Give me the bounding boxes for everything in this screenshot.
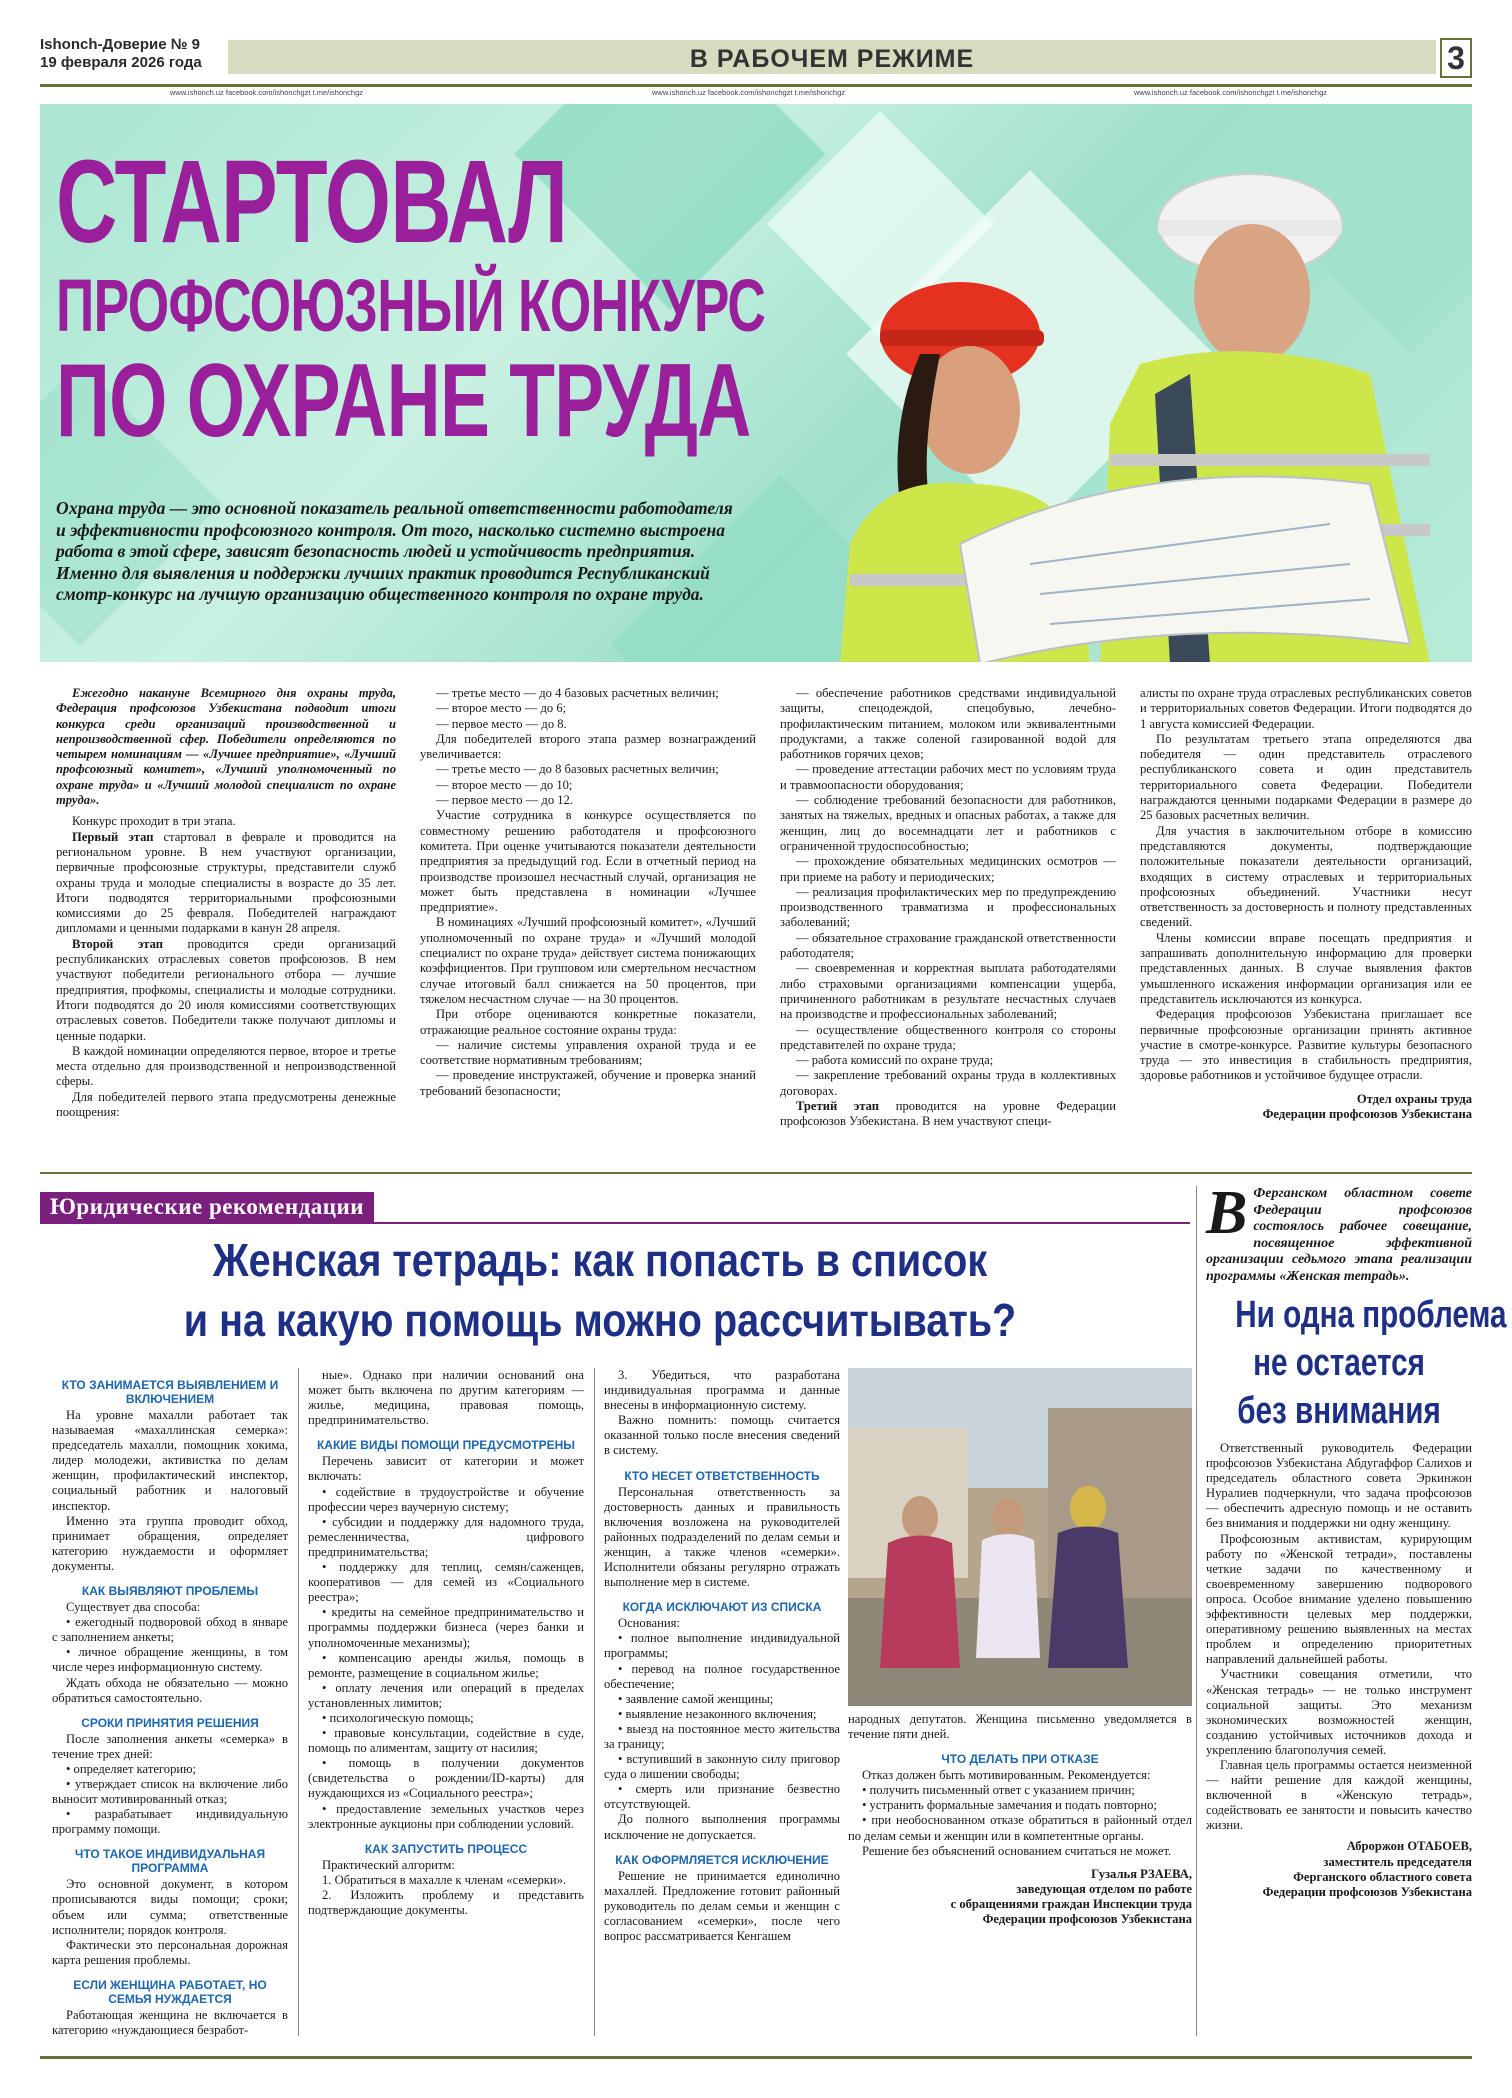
article2-para: • психологическую помощь; <box>322 1710 474 1725</box>
article2-para: Работающая женщина не включается в категорию «нуждающиеся безработ- <box>52 2007 288 2037</box>
article2-para: народных депутатов. Женщина письменно уведомляется в течение пяти дней. <box>848 1712 1192 1742</box>
hero-title-line-2: ПРОФСОЮЗНЫЙ КОНКУРС <box>56 264 766 347</box>
article2-para: • получить письменный ответ с указанием причин; <box>862 1783 1135 1798</box>
signature-line: Ферганского областного совета <box>1293 1869 1472 1884</box>
url-line-right: www.ishonch.uz facebook.com/ishonchgzt t.me/ishonchgz <box>1134 88 1328 97</box>
column-rule <box>594 1368 595 2036</box>
article1-para: Федерация профсоюзов Узбекистана приглашает все первичные профсоюзные организации принять активное участие в смотре-конкурсе. Развитие культуры безопасного труда — это инвестиция в стабильность предприятия, здоровье работников и устойчивое будущее отрасли. <box>1140 1007 1472 1083</box>
subheading: КАК ОФОРМЛЯЕТСЯ ИСКЛЮЧЕНИЕ <box>615 1852 829 1867</box>
article2-headline-line-1: Женская тетрадь: как попасть в список <box>212 1234 988 1286</box>
signature-line: Федерации профсоюзов Узбекистана <box>1262 1884 1472 1899</box>
article2-para: • кредиты на семейное предпринимательство и программы поддержки бизнеса (через банки и уполномоченные механизмы); <box>308 1605 584 1650</box>
article1-para: При отборе оцениваются конкретные показатели, отражающие реальное состояние охраны труда: <box>420 1007 756 1037</box>
section-band <box>228 40 1436 74</box>
subheading: ЧТО ДЕЛАТЬ ПРИ ОТКАЗЕ <box>941 1752 1099 1767</box>
signature-line: Аброржон ОТАБОЕВ, <box>1346 1839 1472 1854</box>
article2-para: • заявление самой женщины; <box>618 1691 774 1706</box>
subheading: КАК ВЫЯВЛЯЮТ ПРОБЛЕМЫ <box>81 1584 259 1599</box>
article2-para: • перевод на полное государственное обеспечение; <box>604 1661 840 1691</box>
masthead-urls <box>40 87 1472 99</box>
article1-para: — своевременная и корректная выплата работодателями либо страховыми организациями компенсации ущерба, причиненного работникам в результате несчастных случаев на производстве и профессиональных заболеваний; <box>780 961 1116 1022</box>
article2-para: После заполнения анкеты «семерка» в течение трех дней: <box>52 1731 288 1761</box>
article1-para: — обеспечение работников средствами индивидуальной защиты, спецодеждой, спецобувью, лечебно-профилактическим питанием, молоком или эквивалентными продуктами, а также соленой газированной водой для работников горячих цехов; <box>780 686 1116 762</box>
signature-line: заведующая отделом по работе <box>1016 1881 1192 1896</box>
subheading: КТО НЕСЕТ ОТВЕТСТВЕННОСТЬ <box>624 1468 820 1483</box>
article1-para: — соблюдение требований безопасности для работников, занятых на тяжелых, вредных и опасных работах, а также для женщин, лиц до восемнадцати лет и работников с ограниченной трудоспособностью; <box>780 793 1116 853</box>
article2-para: Персональная ответственность за достоверность данных и правильность включения возложена на руководителей районных подразделений по делам семьи и женщин, а также членов «семерки». Исполнители обязаны регулярно отражать выполнение мер в системе. <box>604 1484 840 1590</box>
article2-para: • субсидии и поддержку для надомного труда, ремесленничества, цифрового предпринимательства; <box>308 1514 584 1559</box>
article1-para: — обязательное страхование гражданской ответственности работодателя; <box>780 930 1116 961</box>
stage3-label: Третий этап <box>796 1099 880 1114</box>
article2-para: ные». Однако при наличии оснований она может быть включена по другим категориям — жилье, медицина, правовая помощь, предпринимательство. <box>308 1368 584 1428</box>
hero-banner <box>40 104 1472 662</box>
article2-para: Практический алгоритм: <box>322 1857 455 1872</box>
article2-col-4 <box>848 1712 1192 1927</box>
section-title: В РАБОЧЕМ РЕЖИМЕ <box>689 45 975 73</box>
article2-para: • оплату лечения или операций в пределах установленных лимитов; <box>308 1680 584 1710</box>
sidebar-article <box>1206 1179 1507 2046</box>
signature-line: Гузалья РЗАЕВА, <box>1091 1866 1192 1881</box>
article2-para: Существует два способа: <box>66 1600 201 1615</box>
article2-para: • устранить формальные замечания и подать повторно; <box>862 1798 1157 1813</box>
article2-para: 3. Убедиться, что разработана индивидуальная программа и данные внесены в информационную систему. <box>604 1368 840 1413</box>
article2-para: • смерть или признание безвестно отсутствующей. <box>604 1782 840 1812</box>
article2-col-2 <box>308 1368 584 1918</box>
article1-para: — работа комиссий по охране труда; <box>796 1053 994 1068</box>
url-line-left: www.ishonch.uz facebook.com/ishonchgzt t.me/ishonchgz <box>170 88 364 97</box>
subheading: ЕСЛИ ЖЕНЩИНА РАБОТАЕТ, НО СЕМЬЯ НУЖДАЕТСЯ <box>73 1977 267 2006</box>
article2-para: Важно помнить: помощь считается оказанной только после внесения сведений в систему. <box>604 1413 840 1458</box>
article2-para: Ждать обхода не обязательно — можно обратиться самостоятельно. <box>52 1675 288 1705</box>
article2-headline-line-2: и на какую помощь можно рассчитывать? <box>183 1294 1017 1346</box>
article1-col-1 <box>56 686 396 1120</box>
article-competition <box>40 686 1472 1156</box>
column-rule <box>298 1368 299 2036</box>
issue-number: Ishonch-Доверие № 9 <box>40 36 201 53</box>
page-bottom-rule <box>40 2056 1472 2059</box>
article1-col-2 <box>420 686 756 1099</box>
masthead <box>40 36 1472 82</box>
article2-col-3 <box>604 1368 840 1944</box>
article1-para: — третье место — до 8 базовых расчетных величин; <box>436 762 719 777</box>
subheading: КОГДА ИСКЛЮЧАЮТ ИЗ СПИСКА <box>622 1600 822 1615</box>
article1-col-3 <box>780 686 1116 1130</box>
article2-para: • содействие в трудоустройстве и обучение профессии через ваучерную систему; <box>308 1484 584 1514</box>
mahalla-photo <box>848 1368 1192 1706</box>
article2-para: • разрабатывает индивидуальную программу помощи. <box>52 1807 288 1837</box>
sidebar-headline-line-2: не остается <box>1253 1342 1425 1384</box>
stage2-text: проводится среди организаций республиканских отраслевых советов профсоюзов. В нем участвуют победители регионального отбора — лучшие предприятия, профкомы, специалисты и молодые сотрудники. Итоги подводятся до 20 июля комиссиями соответствующих отраслевых советов. Победители также получают дипломы и ценные подарки. <box>56 936 396 1043</box>
sidebar-para: Профсоюзным активистам, курирующим работу по «Женской тетради», поставлены четкие задачи по качественному и своевременному завершению подворового опроса. Особое внимание уделено повышению эффективности целевых мер поддержки, оперативному решению выявленных на местах проблем и определению приоритетных направлений дальнейшей работы. <box>1206 1531 1472 1667</box>
article1-para: — осуществление общественного контроля со стороны представителей по охране труда; <box>780 1022 1116 1052</box>
column-rule <box>1196 1186 1197 2036</box>
article2-para: Перечень зависит от категории и может включать: <box>308 1454 584 1484</box>
article1-para: Для победителей второго этапа размер вознаграждений увеличивается: <box>420 731 756 762</box>
article2-para: До полного выполнения программы исключение не допускается. <box>604 1812 840 1842</box>
sidebar-dropcap: В <box>1206 1179 1248 1247</box>
stage1-text: стартовал в феврале и проводится на региональном уровне. В нем участвуют организации, первичные профсоюзные структуры, представители служб охраны труда и молодые специалисты в возрасте до 35 лет. Итоги подводятся территориальными профсоюзными комиссиями до 25 февраля. Победителей награждают дипломами и ценными подарками в канун 28 апреля. <box>56 829 396 936</box>
article1-para: — второе место — до 10; <box>436 777 573 792</box>
section-divider <box>40 1172 1472 1174</box>
article2-para: • выезд на постоянное место жительства за границу; <box>604 1721 840 1751</box>
article2-para: Отказ должен быть мотивированным. Рекомендуется: <box>862 1768 1151 1783</box>
article1-para: алисты по охране труда отраслевых республиканских советов и территориальных советов Федерации. Итоги подводятся до 1 августа комиссией Федерации. <box>1140 686 1472 731</box>
sidebar-para: Главная цель программы остается неизменной — найти решение для каждой женщины, включенной в «Женскую тетрадь», содействовать ее занятости и повысить качество жизни. <box>1206 1757 1472 1833</box>
article2-para: 2. Изложить проблему и представить подтверждающие документы. <box>308 1887 584 1917</box>
signature-line: Федерации профсоюзов Узбекистана <box>1262 1107 1472 1122</box>
signature-line: заместитель председателя <box>1323 1854 1472 1869</box>
article2-para: Основания: <box>618 1616 680 1631</box>
article2-para: Решение не принимается единолично махаллей. Предложение готовит районный руководитель по делам семьи и женщин с согласованием «семерки», после чего вопрос рассматривается Кенгашем <box>604 1868 840 1943</box>
article2-para: Фактически это персональная дорожная карта решения проблемы. <box>52 1937 288 1967</box>
sidebar-headline-line-1: Ни одна проблема <box>1235 1294 1507 1336</box>
article2-para: На уровне махалли работает так называемая «махаллинская семерка»: председатель махалли, помощник хокима, лидер молодежи, активистка по делам женщин, профилактический инспектор, социальный работник и налоговый инспектор. <box>52 1408 288 1513</box>
rubric-underline <box>40 1222 1190 1224</box>
signature-line: с обращениями граждан Инспекции труда <box>950 1896 1192 1911</box>
article1-para: По результатам третьего этапа определяются два победителя — один представитель отраслевого республиканского совета и один представитель территориального совета Федерации. Победители награждаются ценными подарками Федерации в размере до 25 базовых расчетных величин. <box>1140 731 1472 823</box>
issue-info <box>40 36 202 72</box>
stage2-label: Второй этап <box>72 936 163 951</box>
article2-para: Это основной документ, в котором прописываются виды помощи; сроки; объем или сумма; ответственные исполнители; порядок контроля. <box>52 1877 288 1937</box>
article1-para: — реализация профилактических мер по предупреждению производственного травматизма и профессиональных заболеваний; <box>780 884 1116 930</box>
article2-signature <box>848 1867 1192 1927</box>
article2-para: • при необоснованном отказе обратиться в районный отдел по делам семьи и женщин или в компетентные органы. <box>848 1813 1192 1843</box>
article1-para <box>780 1099 1116 1130</box>
subheading: КТО ЗАНИМАЕТСЯ ВЫЯВЛЕНИЕМ И ВКЛЮЧЕНИЕМ <box>61 1378 279 1406</box>
article1-para: — закрепление требований охраны труда в коллективных договорах. <box>780 1068 1116 1098</box>
article1-para <box>56 937 396 1044</box>
article1-para <box>56 830 396 937</box>
article1-para: — второе место — до 6; <box>436 701 567 716</box>
rubric-label: Юридические рекомендации <box>40 1192 374 1222</box>
url-line-center: www.ishonch.uz facebook.com/ishonchgzt t.me/ishonchgz <box>652 88 846 97</box>
article1-para: Конкурс проходит в три этапа. <box>72 814 236 829</box>
article1-para: — прохождение обязательных медицинских осмотров — при приеме на работу и периодических; <box>780 854 1116 884</box>
article1-para: Члены комиссии вправе посещать предприятия и запрашивать дополнительную информацию для проверки представленных данных. В случае выявления фактов умышленного искажения информации организация или ее представитель исключаются из конкурса. <box>1140 930 1472 1006</box>
article2-para: Именно эта группа проводит обход, принимает обращения, определяет категорию нуждаемости и оформляет документы. <box>52 1513 288 1573</box>
article1-para: — первое место — до 8. <box>436 716 567 731</box>
article1-para: — первое место — до 12. <box>436 793 574 808</box>
stage1-label: Первый этап <box>72 829 154 844</box>
article1-para: Для победителей первого этапа предусмотрены денежные поощрения: <box>56 1089 396 1120</box>
subheading: КАК ЗАПУСТИТЬ ПРОЦЕСС <box>364 1841 528 1856</box>
hero-lede: Охрана труда — это основной показатель реальной ответственности работодателя и эффективности профсоюзного контроля. От того, насколько системно выстроена работа в этой сфере, зависят безопасность людей и устойчивость предприятия. Именно для выявления и поддержки лучших практик проводится Республиканский смотр-конкурс на лучшую организацию общественного контроля по охране труда. <box>56 498 733 604</box>
article1-signature <box>1140 1092 1472 1123</box>
workers-photo <box>810 124 1472 662</box>
article2-para: • предоставление земельных участков через электронные аукционы при соблюдении условий. <box>308 1801 584 1831</box>
article1-lead: Ежегодно накануне Всемирного дня охраны труда, Федерация профсоюзов Узбекистана подводит итоги конкурса среди организаций производственной и непроизводственной сфер. Победители определяются по четырем номинациям — «Лучшее предприятие», «Лучший профсоюзный комитет», «Лучший уполномоченный по охране труда» и «Лучший молодой специалист по охране труда». <box>56 686 396 808</box>
article2-para: • помощь в получении документов (свидетельства о рождении/ID-карты) для нуждающихся из «Социального реестра»; <box>308 1756 584 1801</box>
article1-para: Участие сотрудника в конкурсе осуществляется по совместному решению работодателя и профсоюзного комитета. При оценке учитываются показатели деятельности предприятия за предыдущий год. Если в отчетный период на производстве произошел несчастный случай, организация не может быть представлена в номинации «Лучшее предприятие». <box>420 808 756 915</box>
article2-para: • полное выполнение индивидуальной программы; <box>604 1631 840 1661</box>
sidebar-para: Участники совещания отметили, что «Женская тетрадь» — не только инструмент социальной защиты. Это механизм экономических возможностей женщин, созданию устойчивых источников дохода и укреплению благополучия семей. <box>1206 1667 1472 1757</box>
sidebar-body <box>1206 1441 1472 1900</box>
article2-col-1 <box>52 1368 288 2038</box>
page-number: 3 <box>1440 38 1472 78</box>
article2-para: • ежегодный подворовой обход в январе с заполнением анкеты; <box>52 1615 288 1645</box>
subheading: СРОКИ ПРИНЯТИЯ РЕШЕНИЯ <box>81 1715 259 1730</box>
hero-title-line-3: ПО ОХРАНЕ ТРУДА <box>56 343 751 459</box>
article1-para: — проведение инструктажей, обучение и проверка знаний требований безопасности; <box>420 1068 756 1098</box>
article2-para: • определяет категорию; <box>66 1761 197 1776</box>
article2-para: • выявление незаконного включения; <box>618 1706 817 1721</box>
article2-para: • утверждает список на включение либо выносит мотивированный отказ; <box>52 1776 288 1807</box>
sidebar-headline-line-3: без внимания <box>1237 1390 1441 1432</box>
article2-para: 1. Обратиться в махалле к членам «семерки». <box>322 1872 567 1887</box>
sidebar-lead <box>1206 1179 1472 1285</box>
article2-para: • личное обращение женщины, в том числе через информационную систему. <box>52 1645 288 1675</box>
subheading: КАКИЕ ВИДЫ ПОМОЩИ ПРЕДУСМОТРЕНЫ <box>316 1438 576 1453</box>
signature-line: Отдел охраны труда <box>1356 1091 1472 1106</box>
article1-para: — проведение аттестации рабочих мест по условиям труда и травмоопасности оборудования; <box>780 762 1116 792</box>
sidebar-lead-text: Ферганском областном совете Федерации профсоюзов состоялось рабочее совещание, посвященное эффективной организации седьмого этапа реализации программы «Женская тетрадь». <box>1206 1186 1472 1284</box>
article1-para: В номинациях «Лучший профсоюзный комитет», «Лучший уполномоченный по охране труда» и «Лучший молодой специалист по охране труда» действует система понижающих коэффициентов. При групповом или смертельном несчастном случае итоговый балл снижается на 50 процентов, при тяжелом несчастном случае — на 30 процентов. <box>420 915 756 1006</box>
article1-para: В каждой номинации определяются первое, второе и третье места отдельно для производственной и непроизводственной сферы. <box>56 1043 396 1089</box>
article2-para: • вступивший в законную силу приговор суда о лишении свободы; <box>604 1752 840 1782</box>
article2-para: • компенсацию аренды жилья, помощь в ремонте, размещение в социальном жилье; <box>308 1650 584 1680</box>
article1-col-4 <box>1140 686 1472 1122</box>
sidebar-headline <box>1235 1291 1507 1435</box>
article1-para: — третье место — до 4 базовых расчетных величин; <box>436 686 719 700</box>
article1-para: — наличие системы управления охраной труда и ее соответствие нормативным требованиям; <box>420 1037 756 1068</box>
article2-para: Решение без объяснений основанием считаться не может. <box>862 1843 1172 1858</box>
hero-title-line-1: СТАРТОВАЛ <box>56 136 568 268</box>
sidebar-signature <box>1206 1839 1472 1899</box>
sidebar-para: Ответственный руководитель Федерации профсоюзов Узбекистана Абдугаффор Салихов и председатель областного совета Эркинжон Нуралиев подчеркнули, что задача профсоюзов — обеспечить адресную помощь и не оставить без внимания и поддержки ни одну женщину. <box>1206 1441 1472 1531</box>
article2-para: • поддержку для теплиц, семян/саженцев, кооперативов — для семей из «Социального реестра»; <box>308 1560 584 1605</box>
article2-para: • правовые консультации, содействие в суде, помощь по алиментам, защиту от насилия; <box>308 1726 584 1756</box>
issue-date: 19 февраля 2026 года <box>40 54 202 71</box>
article1-para: Для участия в заключительном отборе в комиссию представляются документы, подтверждающие положительные показатели деятельности организаций, входящих в систему отраслевых и территориальных профсоюзных объединений. Участники несут ответственность за достоверность и полноту представленных сведений. <box>1140 823 1472 930</box>
stage3-text: проводится на уровне Федерации профсоюзов Узбекистана. В нем участвуют специ- <box>780 1099 1116 1129</box>
signature-line: Федерации профсоюзов Узбекистана <box>982 1912 1192 1927</box>
subheading: ЧТО ТАКОЕ ИНДИВИДУАЛЬНАЯ ПРОГРАММА <box>74 1847 266 1876</box>
